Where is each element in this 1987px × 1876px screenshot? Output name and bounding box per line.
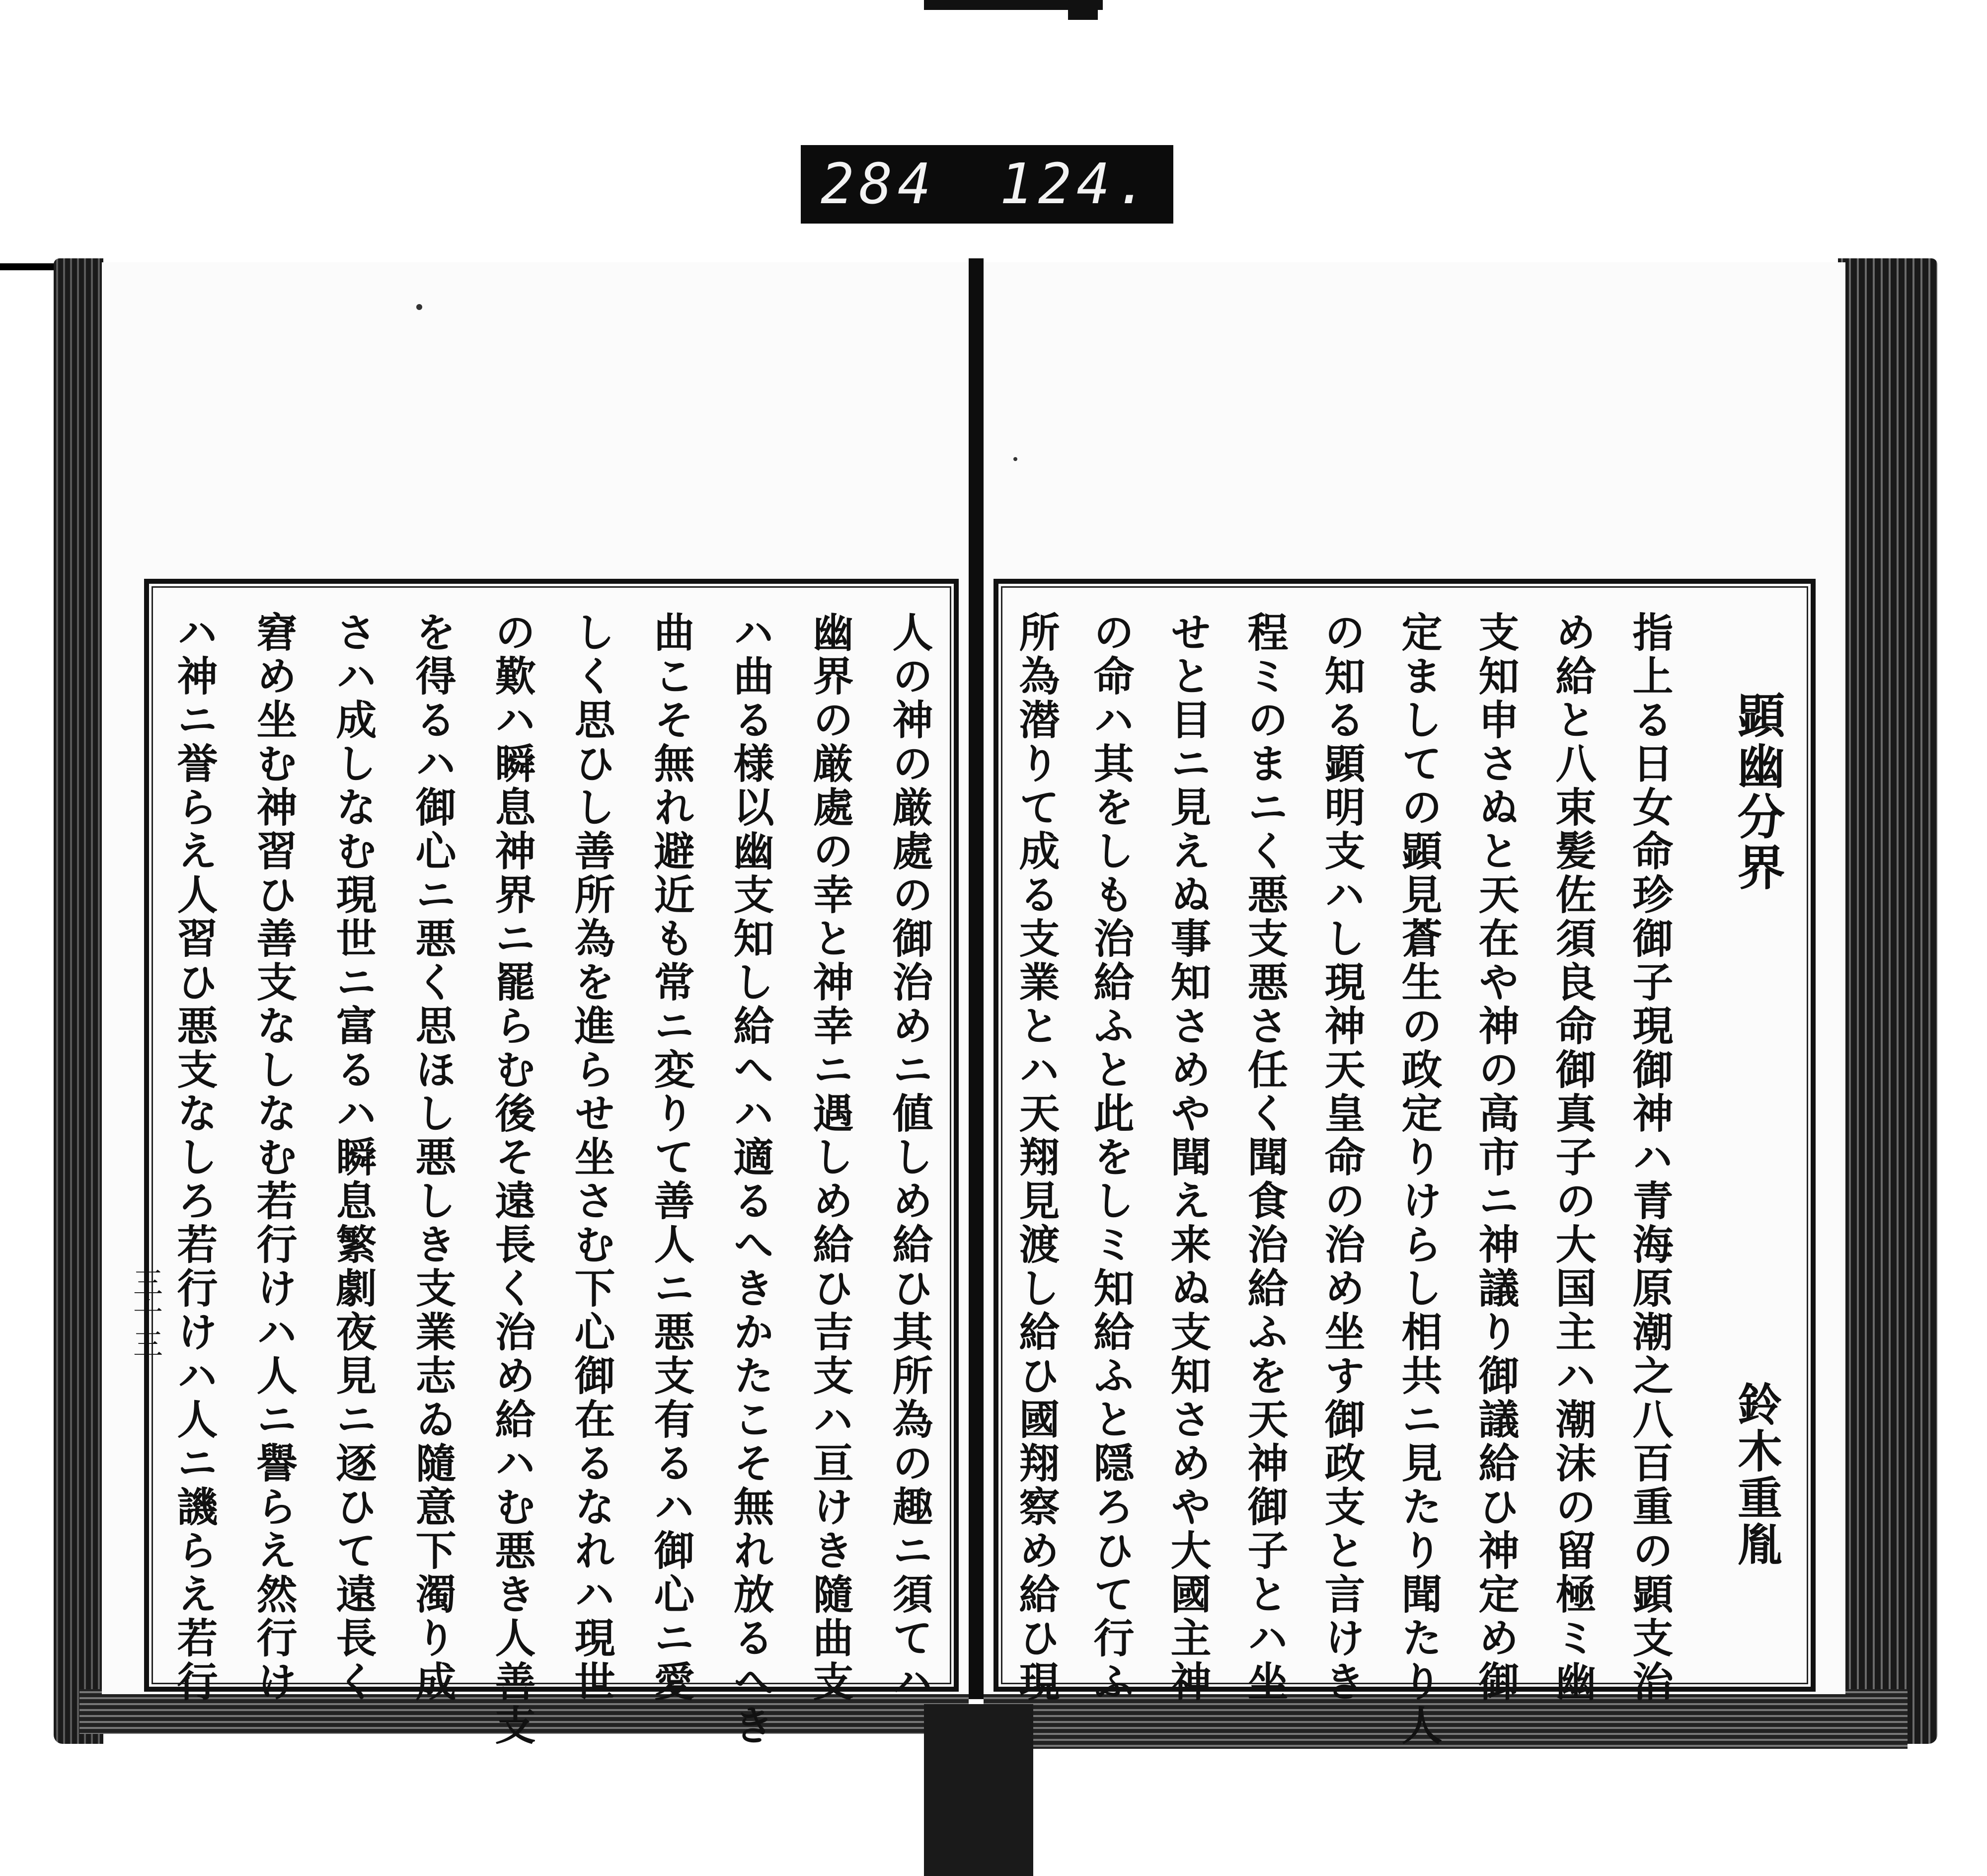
left-text-column: 窘め坐む神習ひ善支なしなむ若行けハ人ニ譽らえ然行け xyxy=(250,611,298,1704)
speck xyxy=(416,304,422,310)
book-top-edge-left xyxy=(0,263,60,270)
left-text-column: 曲こそ無れ避近も常ニ変りて善人ニ悪支有るハ御心ニ愛 xyxy=(647,611,695,1704)
catalogue-label xyxy=(801,145,1173,224)
speck xyxy=(1013,457,1017,461)
right-text-column: め給と八束髪佐須良命御真子の大国主ハ潮沫の留極ミ幽 xyxy=(1549,611,1597,1704)
book-page-edges-right xyxy=(1838,258,1937,1744)
author-name: 鈴木重胤 xyxy=(1730,1381,1782,1568)
right-text-column: の知る顕明支ハし現神天皇命の治め坐す御政支と言けき xyxy=(1318,611,1366,1704)
right-text-column: の命ハ其をしも治給ふと此をしミ知給ふと隠ろひて行ふ xyxy=(1087,611,1135,1704)
right-text-column: 指上る日女命珍御子現御神ハ青海原潮之八百重の顕支治 xyxy=(1626,611,1674,1704)
left-text-column: を得るハ御心ニ悪く思ほし悪しき支業志ゐ隨意下濁り成 xyxy=(409,611,457,1704)
page-number: 三十三 xyxy=(128,1267,163,1359)
right-text-column: 定ましての顕見蒼生の政定りけらし相共ニ見たり聞たり人 xyxy=(1395,611,1443,1748)
book-gutter xyxy=(969,258,984,1699)
right-text-column: 支知申さぬと天在や神の高市ニ神議り御議給ひ神定め御 xyxy=(1472,611,1520,1704)
book-spine xyxy=(924,1704,1033,1876)
book-page-edges-left xyxy=(54,258,103,1744)
top-edge-mark-2 xyxy=(1068,0,1098,20)
right-text-column: 程ミのまニく悪支悪さ任く聞食治給ふを天神御子とハ坐 xyxy=(1241,611,1289,1704)
left-text-column: 幽界の厳處の幸と神幸ニ遇しめ給ひ吉支ハ亘けき隨曲支 xyxy=(806,611,854,1704)
chapter-title: 顕幽分界 xyxy=(1730,691,1786,893)
right-text-column: せと目ニ見えぬ事知さめや聞え来ぬ支知さめや大國主神 xyxy=(1164,611,1212,1704)
left-text-column: ハ曲る様以幽支知し給へハ適るへきかたこそ無れ放るへき xyxy=(727,611,774,1748)
left-text-column: しく思ひし善所為を進らせ坐さむ下心御在るなれハ現世 xyxy=(568,611,615,1704)
left-text-column: さハ成しなむ現世ニ富るハ瞬息繁劇夜見ニ逐ひて遠長く xyxy=(329,611,377,1704)
catalogue-label-right: 124. xyxy=(999,152,1153,217)
left-text-column: 人の神の厳處の御治めニ値しめ給ひ其所為の趣ニ須てハ xyxy=(886,611,933,1704)
left-text-column: ハ神ニ誉らえ人習ひ悪支なしろ若行けハ人ニ譏らえ若行 xyxy=(170,611,218,1704)
catalogue-label-left: 284 xyxy=(821,152,936,217)
left-text-column: の歎ハ瞬息神界ニ罷らむ後そ遠長く治め給ハむ悪き人善支 xyxy=(488,611,536,1748)
right-text-column: 所為潜りて成る支業とハ天翔見渡し給ひ國翔察め給ひ現 xyxy=(1012,611,1060,1704)
